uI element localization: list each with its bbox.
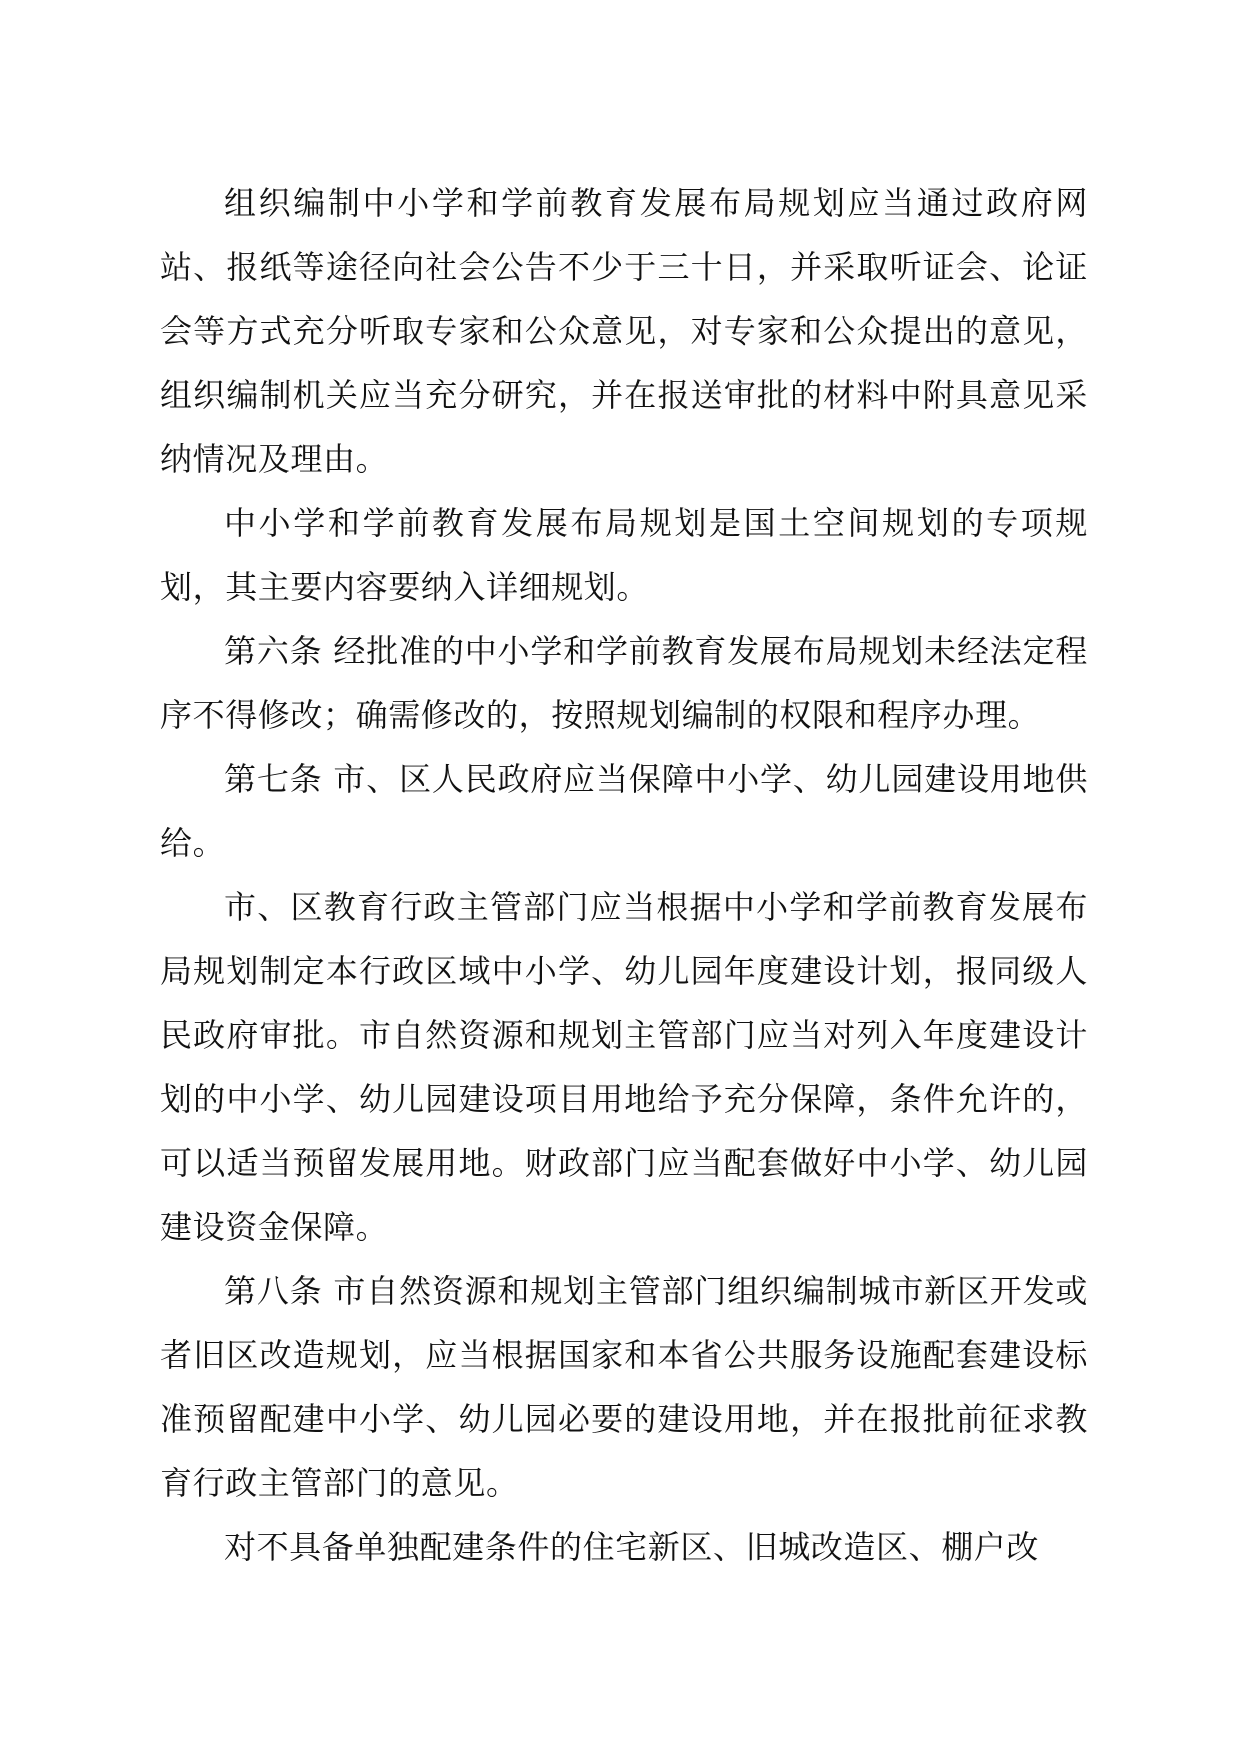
- paragraph-article-8: 第八条 市自然资源和规划主管部门组织编制城市新区开发或者旧区改造规划，应当根据国家和本省公共服务设施配套建设标准预留配建中小学、幼儿园必要的建设用地，并在报批前征求教育行政主管部门的意见。: [160, 1272, 1088, 1502]
- paragraph-article-6: 第六条 经批准的中小学和学前教育发展布局规划未经法定程序不得修改；确需修改的，按照规划编制的权限和程序办理。: [160, 632, 1088, 734]
- paragraph-annual-construction-plan: 市、区教育行政主管部门应当根据中小学和学前教育发展布局规划制定本行政区域中小学、幼儿园年度建设计划，报同级人民政府审批。市自然资源和规划主管部门应当对列入年度建设计划的中小学、幼儿园建设项目用地给予充分保障，条件允许的，可以适当预留发展用地。财政部门应当配套做好中小学、幼儿园建设资金保障。: [160, 888, 1088, 1246]
- paragraph-residential-areas: 对不具备单独配建条件的住宅新区、旧城改造区、棚户改: [224, 1528, 1040, 1566]
- paragraph-public-consultation: 组织编制中小学和学前教育发展布局规划应当通过政府网站、报纸等途径向社会公告不少于三十日，并采取听证会、论证会等方式充分听取专家和公众意见，对专家和公众提出的意见，组织编制机关应当充分研究，并在报送审批的材料中附具意见采纳情况及理由。: [160, 184, 1088, 478]
- document-body: [160, 171, 1088, 1579]
- paragraph-special-planning: 中小学和学前教育发展布局规划是国土空间规划的专项规划，其主要内容要纳入详细规划。: [160, 504, 1088, 606]
- paragraph-article-7: 第七条 市、区人民政府应当保障中小学、幼儿园建设用地供给。: [160, 760, 1088, 862]
